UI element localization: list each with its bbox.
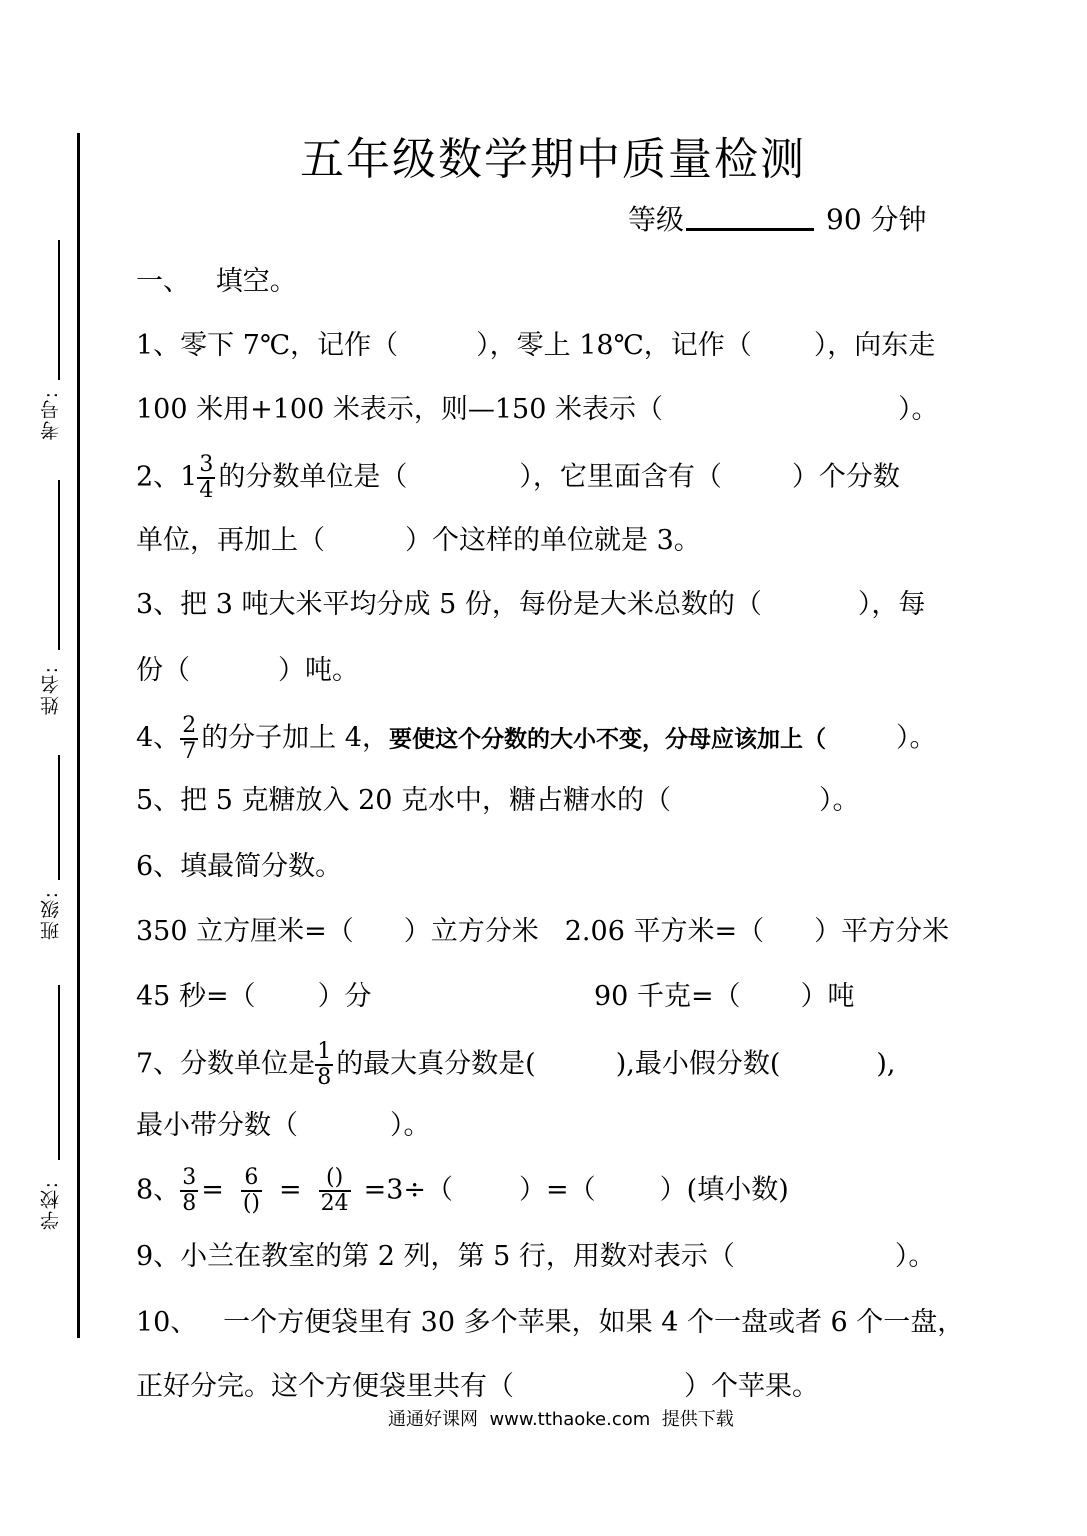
side-field-class bbox=[14, 755, 74, 955]
q1-text-b: ），零上 18℃，记作（ bbox=[476, 330, 752, 361]
q8-prefix: 8、 bbox=[136, 1174, 181, 1206]
q8-text-c: ）(填小数) bbox=[659, 1174, 789, 1206]
q2-frac-den: 4 bbox=[199, 478, 214, 503]
q6-r2-text-d: ）吨 bbox=[800, 981, 855, 1012]
q2-fraction bbox=[197, 453, 215, 503]
q7-line1 bbox=[136, 1040, 896, 1090]
q2-text-e: ）个这样的单位就是 3。 bbox=[405, 525, 701, 556]
q1-text-d: 100 米用+100 米表示，则—150 米表示（ bbox=[136, 394, 663, 425]
grade-label: 等级 bbox=[628, 203, 685, 236]
q1-line1 bbox=[136, 326, 935, 366]
q6-r2-text-c: 90 千克=（ bbox=[594, 981, 741, 1012]
q6-r1-text-c: 2.06 平方米=（ bbox=[564, 916, 765, 947]
q9-line bbox=[136, 1237, 935, 1277]
q7-fraction bbox=[315, 1040, 333, 1090]
q8-line bbox=[136, 1166, 789, 1216]
q8-f3-num[interactable]: () bbox=[319, 1166, 351, 1192]
q2-line2 bbox=[136, 521, 701, 561]
q7-line2 bbox=[136, 1106, 431, 1146]
q7-text-e: ）。 bbox=[390, 1110, 431, 1141]
side-field-name bbox=[14, 480, 74, 730]
q9-text-a: 9、小兰在教室的第 2 列，第 5 行，用数对表示（ bbox=[136, 1241, 735, 1272]
q9-text-b: ）。 bbox=[894, 1241, 936, 1272]
q10-text-a: 10、 一个方便袋里有 30 多个苹果，如果 4 个一盘或者 6 个一盘， bbox=[136, 1307, 965, 1338]
q3-text-a: 3、把 3 吨大米平均分成 5 份，每份是大米总数的（ bbox=[136, 589, 762, 620]
q7-text-a: 的最大真分数是( bbox=[336, 1048, 536, 1080]
q2-text-a: 的分数单位是（ bbox=[218, 461, 408, 493]
side-field-exam-number bbox=[14, 240, 74, 450]
q7-text-d: 最小带分数（ bbox=[136, 1110, 298, 1141]
q8-text-a: =3÷（ bbox=[363, 1174, 454, 1206]
q8-f2-den[interactable]: () bbox=[242, 1191, 260, 1216]
q1-line2 bbox=[136, 390, 938, 430]
time-label: 90 分钟 bbox=[826, 203, 927, 236]
q1-text-a: 1、零下 7℃，记作（ bbox=[136, 330, 399, 361]
name-label: 姓名: bbox=[40, 665, 62, 716]
exam-number-underline bbox=[58, 240, 60, 380]
q6-r2-text-a: 45 秒=（ bbox=[136, 981, 256, 1012]
class-label: 班级: bbox=[40, 890, 62, 941]
q2-frac-num: 3 bbox=[199, 452, 214, 477]
q6-row2-right bbox=[594, 977, 855, 1017]
section-heading-text: 一、 填空。 bbox=[136, 266, 297, 297]
q8-eq-1: = bbox=[201, 1174, 224, 1206]
school-label: 学校: bbox=[40, 1180, 62, 1231]
q8-fraction-3 bbox=[319, 1166, 351, 1216]
class-underline bbox=[58, 755, 60, 880]
q7-text-b: ),最小假分数( bbox=[615, 1048, 781, 1080]
q8-eq-2: = bbox=[278, 1174, 302, 1206]
q6-row1 bbox=[136, 912, 949, 952]
q5-text-a: 5、把 5 克糖放入 20 克水中，糖占糖水的（ bbox=[136, 785, 672, 816]
q1-text-e: ）。 bbox=[897, 394, 939, 425]
q7-frac-num: 1 bbox=[317, 1039, 332, 1064]
q4-text-a: 的分子加上 4， bbox=[201, 722, 389, 754]
q4-prefix: 4、 bbox=[136, 722, 181, 754]
q8-f2-num: 6 bbox=[241, 1166, 262, 1192]
q3-line1 bbox=[136, 585, 925, 625]
q10-text-b: 正好分完。这个方便袋里共有（ bbox=[136, 1371, 514, 1402]
binding-line bbox=[77, 133, 80, 1338]
grade-blank[interactable] bbox=[686, 202, 814, 231]
q6-heading-text: 6、填最简分数。 bbox=[136, 851, 343, 882]
side-field-school bbox=[14, 985, 74, 1245]
q4-frac-num: 2 bbox=[182, 713, 197, 738]
q4-text-b: 要使这个分数的大小不变，分母应该加上（ bbox=[388, 725, 826, 753]
q2-line1 bbox=[136, 453, 900, 503]
q4-frac-den: 7 bbox=[182, 739, 197, 764]
page-title: 五年级数学期中质量检测 bbox=[300, 134, 806, 185]
q2-text-b: ），它里面含有（ bbox=[519, 461, 722, 493]
q2-text-d: 单位，再加上（ bbox=[136, 525, 325, 556]
q3-text-b: ），每 bbox=[857, 589, 926, 620]
q10-text-c: ）个苹果。 bbox=[684, 1371, 819, 1402]
q8-fraction-2 bbox=[241, 1166, 262, 1216]
q4-text-c: ）。 bbox=[895, 722, 937, 754]
q10-line2 bbox=[136, 1367, 819, 1407]
q4-fraction bbox=[180, 714, 198, 764]
q7-prefix: 7、分数单位是 bbox=[136, 1048, 316, 1080]
q8-text-b: ）=（ bbox=[519, 1174, 596, 1206]
q3-text-d: ）吨。 bbox=[278, 655, 359, 686]
q3-line2 bbox=[136, 651, 359, 691]
q6-heading bbox=[136, 847, 342, 887]
q6-row2 bbox=[136, 977, 372, 1017]
q4-line bbox=[136, 714, 936, 764]
q5-line bbox=[136, 781, 860, 821]
q3-text-c: 份（ bbox=[136, 655, 190, 686]
q2-text-c: ）个分数 bbox=[791, 461, 900, 493]
q7-text-c: ), bbox=[876, 1048, 896, 1080]
q6-r1-text-b: ）立方分米 bbox=[403, 916, 539, 947]
name-underline bbox=[58, 480, 60, 650]
q8-f1-num: 3 bbox=[182, 1165, 197, 1190]
q6-r1-text-a: 350 立方厘米=（ bbox=[136, 916, 354, 947]
q6-r1-text-d: ）平方分米 bbox=[814, 916, 950, 947]
school-underline bbox=[58, 985, 60, 1160]
q8-f1-den: 8 bbox=[182, 1191, 197, 1216]
q1-text-c: ），向东走 bbox=[813, 330, 936, 361]
q10-line1 bbox=[136, 1303, 964, 1343]
grade-row bbox=[628, 198, 927, 238]
q8-f3-den: 24 bbox=[320, 1191, 349, 1216]
footer-credit: 通通好课网 www.tthaoke.com 提供下载 bbox=[388, 1409, 734, 1430]
q6-r2-text-b: ）分 bbox=[317, 981, 372, 1012]
q2-prefix: 2、1 bbox=[136, 461, 198, 493]
q8-fraction-1 bbox=[180, 1166, 198, 1216]
exam-number-label: 考号: bbox=[40, 390, 62, 441]
section-heading bbox=[136, 262, 297, 302]
q5-text-b: ）。 bbox=[819, 785, 860, 816]
q7-frac-den: 8 bbox=[317, 1065, 332, 1090]
